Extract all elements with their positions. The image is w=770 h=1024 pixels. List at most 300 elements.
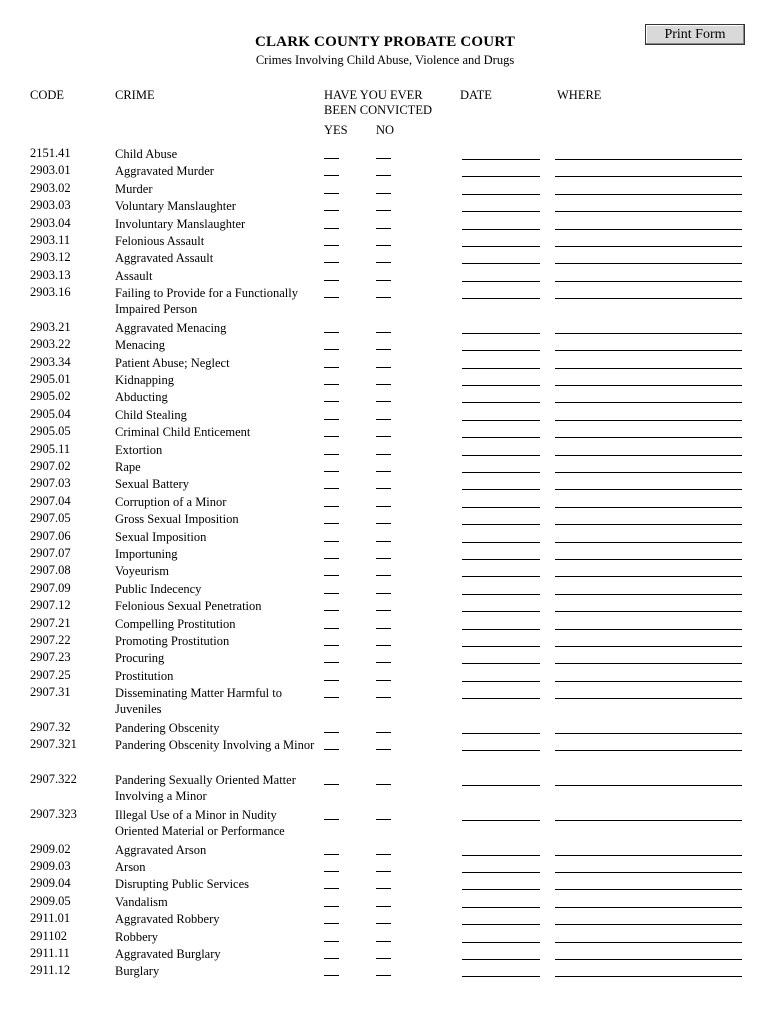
code-column-header: CODE xyxy=(30,88,65,102)
crime-name: Abducting xyxy=(115,390,168,405)
crime-name: Aggravated Assault xyxy=(115,251,214,266)
yes-answer-field[interactable] xyxy=(324,871,339,872)
where-field[interactable] xyxy=(555,420,742,421)
where-field[interactable] xyxy=(555,194,742,195)
crime-row xyxy=(0,649,770,666)
yes-answer-field[interactable] xyxy=(324,732,339,733)
no-answer-field[interactable] xyxy=(376,941,391,942)
where-field[interactable] xyxy=(555,455,742,456)
crime-code: 2907.06 xyxy=(30,528,71,543)
where-field[interactable] xyxy=(555,507,742,508)
crime-name: Vandalism xyxy=(115,894,168,909)
yes-answer-field[interactable] xyxy=(324,819,339,820)
crime-row xyxy=(0,232,770,249)
crime-code: 2907.08 xyxy=(30,563,71,578)
yes-answer-field[interactable] xyxy=(324,593,339,594)
no-answer-field[interactable] xyxy=(376,349,391,350)
no-answer-field[interactable] xyxy=(376,454,391,455)
yes-answer-field[interactable] xyxy=(324,558,339,559)
crime-row xyxy=(0,684,770,719)
yes-answer-field[interactable] xyxy=(324,332,339,333)
date-field[interactable] xyxy=(462,959,540,960)
crime-name: Aggravated Murder xyxy=(115,164,214,179)
date-field[interactable] xyxy=(462,472,540,473)
crime-code: 2903.22 xyxy=(30,337,71,352)
crime-code: 2911.12 xyxy=(30,963,71,978)
yes-column-header: YES xyxy=(324,123,348,137)
where-field[interactable] xyxy=(555,246,742,247)
crime-name: Felonious Sexual Penetration xyxy=(115,599,262,614)
no-answer-field[interactable] xyxy=(376,732,391,733)
date-field[interactable] xyxy=(462,281,540,282)
date-field[interactable] xyxy=(462,159,540,160)
where-field[interactable] xyxy=(555,176,742,177)
yes-answer-field[interactable] xyxy=(324,628,339,629)
where-field[interactable] xyxy=(555,785,742,786)
date-field[interactable] xyxy=(462,681,540,682)
date-field[interactable] xyxy=(462,176,540,177)
crime-code: 2903.02 xyxy=(30,180,71,195)
where-field[interactable] xyxy=(555,855,742,856)
date-field[interactable] xyxy=(462,872,540,873)
where-field[interactable] xyxy=(555,576,742,577)
no-answer-field[interactable] xyxy=(376,906,391,907)
no-answer-field[interactable] xyxy=(376,488,391,489)
where-field[interactable] xyxy=(555,646,742,647)
page-subtitle: Crimes Involving Child Abuse, Violence and Drugs xyxy=(255,53,515,67)
yes-answer-field[interactable] xyxy=(324,245,339,246)
crime-code: 2907.32 xyxy=(30,719,71,734)
crime-row xyxy=(0,615,770,632)
crime-code: 2907.23 xyxy=(30,650,71,665)
print-form-button[interactable]: Print Form xyxy=(645,24,745,45)
crime-name: Pandering Obscenity Involving a Minor xyxy=(115,738,315,753)
no-answer-field[interactable] xyxy=(376,471,391,472)
yes-answer-field[interactable] xyxy=(324,262,339,263)
no-answer-field[interactable] xyxy=(376,210,391,211)
crime-name: Burglary xyxy=(115,964,160,979)
date-field[interactable] xyxy=(462,698,540,699)
convicted-header-line1: HAVE YOU EVER xyxy=(324,88,423,102)
yes-answer-field[interactable] xyxy=(324,349,339,350)
crime-code: 2151.41 xyxy=(30,146,71,160)
crime-code: 2909.02 xyxy=(30,841,71,856)
crime-name: Arson xyxy=(115,860,146,875)
date-field[interactable] xyxy=(462,750,540,751)
crime-code: 2907.09 xyxy=(30,580,71,595)
where-field[interactable] xyxy=(555,733,742,734)
no-answer-field[interactable] xyxy=(376,367,391,368)
yes-answer-field[interactable] xyxy=(324,923,339,924)
crime-code: 291102 xyxy=(30,928,68,943)
crime-code: 2907.323 xyxy=(30,806,77,821)
where-field[interactable] xyxy=(555,907,742,908)
crime-name: Child Abuse xyxy=(115,147,178,161)
where-field[interactable] xyxy=(555,681,742,682)
crime-code: 2907.07 xyxy=(30,546,71,560)
crime-name: Corruption of a Minor xyxy=(115,494,227,509)
crime-name: Pandering Sexually Oriented Matter Involving a Minor xyxy=(115,773,296,804)
crime-code: 2903.21 xyxy=(30,319,71,334)
crime-name: Failing to Provide for a Functionally Impaired Person xyxy=(115,286,298,317)
crime-row xyxy=(0,875,770,892)
yes-answer-field[interactable] xyxy=(324,523,339,524)
crime-row xyxy=(0,806,770,841)
no-answer-field[interactable] xyxy=(376,923,391,924)
crime-column-header: CRIME xyxy=(115,88,155,102)
where-field[interactable] xyxy=(555,368,742,369)
date-field[interactable] xyxy=(462,733,540,734)
no-column-header: NO xyxy=(376,123,395,137)
where-field[interactable] xyxy=(555,611,742,612)
crime-code: 2907.04 xyxy=(30,493,71,508)
date-field[interactable] xyxy=(462,594,540,595)
where-field[interactable] xyxy=(555,663,742,664)
yes-answer-field[interactable] xyxy=(324,488,339,489)
yes-answer-field[interactable] xyxy=(324,906,339,907)
date-field[interactable] xyxy=(462,489,540,490)
where-column-header: WHERE xyxy=(557,88,602,102)
where-field[interactable] xyxy=(555,437,742,438)
yes-answer-field[interactable] xyxy=(324,228,339,229)
date-field[interactable] xyxy=(462,246,540,247)
where-field[interactable] xyxy=(555,211,742,212)
crime-code: 2907.03 xyxy=(30,476,71,491)
no-answer-field[interactable] xyxy=(376,401,391,402)
crime-name: Felonious Assault xyxy=(115,233,205,248)
crime-name: Aggravated Burglary xyxy=(115,947,221,962)
date-field[interactable] xyxy=(462,298,540,299)
date-field[interactable] xyxy=(462,611,540,612)
crime-code: 2911.01 xyxy=(30,911,71,926)
no-answer-field[interactable] xyxy=(376,332,391,333)
crime-code: 2905.04 xyxy=(30,406,71,421)
crime-row xyxy=(0,580,770,597)
crime-name: Menacing xyxy=(115,338,165,353)
crime-name: Voyeurism xyxy=(115,564,169,579)
yes-answer-field[interactable] xyxy=(324,471,339,472)
crime-row xyxy=(0,197,770,214)
crime-row xyxy=(0,162,770,179)
where-field[interactable] xyxy=(555,976,742,977)
yes-answer-field[interactable] xyxy=(324,941,339,942)
where-field[interactable] xyxy=(555,629,742,630)
yes-answer-field[interactable] xyxy=(324,158,339,159)
crime-name: Criminal Child Enticement xyxy=(115,425,251,440)
crime-row xyxy=(0,858,770,875)
no-answer-field[interactable] xyxy=(376,541,391,542)
crime-code: 2903.34 xyxy=(30,354,71,369)
crime-row xyxy=(0,336,770,353)
no-answer-field[interactable] xyxy=(376,749,391,750)
yes-answer-field[interactable] xyxy=(324,662,339,663)
crime-row xyxy=(0,319,770,336)
where-field[interactable] xyxy=(555,333,742,334)
crime-row xyxy=(0,597,770,614)
no-answer-field[interactable] xyxy=(376,297,391,298)
crime-row xyxy=(0,354,770,371)
yes-answer-field[interactable] xyxy=(324,175,339,176)
yes-answer-field[interactable] xyxy=(324,280,339,281)
crime-name: Sexual Imposition xyxy=(115,529,207,544)
yes-answer-field[interactable] xyxy=(324,697,339,698)
crime-code: 2909.05 xyxy=(30,893,71,908)
crime-code: 2907.21 xyxy=(30,615,71,630)
where-field[interactable] xyxy=(555,263,742,264)
yes-answer-field[interactable] xyxy=(324,854,339,855)
crime-code: 2907.05 xyxy=(30,511,71,526)
date-field[interactable] xyxy=(462,229,540,230)
no-answer-field[interactable] xyxy=(376,854,391,855)
where-field[interactable] xyxy=(555,872,742,873)
yes-answer-field[interactable] xyxy=(324,210,339,211)
crime-code: 2903.03 xyxy=(30,198,71,213)
where-field[interactable] xyxy=(555,159,742,160)
yes-answer-field[interactable] xyxy=(324,367,339,368)
no-answer-field[interactable] xyxy=(376,280,391,281)
where-field[interactable] xyxy=(555,750,742,751)
crime-code: 2903.16 xyxy=(30,285,71,300)
yes-answer-field[interactable] xyxy=(324,610,339,611)
crime-name: Disrupting Public Services xyxy=(115,877,250,892)
no-answer-field[interactable] xyxy=(376,888,391,889)
crime-row xyxy=(0,423,770,440)
where-field[interactable] xyxy=(555,350,742,351)
date-field[interactable] xyxy=(462,576,540,577)
where-field[interactable] xyxy=(555,889,742,890)
where-field[interactable] xyxy=(555,594,742,595)
no-answer-field[interactable] xyxy=(376,262,391,263)
yes-answer-field[interactable] xyxy=(324,506,339,507)
no-answer-field[interactable] xyxy=(376,245,391,246)
crime-row xyxy=(0,441,770,458)
crime-name: Importuning xyxy=(115,547,178,561)
crime-name: Rape xyxy=(115,460,141,475)
crime-row xyxy=(0,267,770,284)
crime-row xyxy=(0,945,770,962)
yes-answer-field[interactable] xyxy=(324,401,339,402)
no-answer-field[interactable] xyxy=(376,871,391,872)
no-answer-field[interactable] xyxy=(376,975,391,976)
date-field[interactable] xyxy=(462,542,540,543)
crime-row xyxy=(0,458,770,475)
crime-name: Patient Abuse; Neglect xyxy=(115,355,230,370)
no-answer-field[interactable] xyxy=(376,680,391,681)
no-answer-field[interactable] xyxy=(376,575,391,576)
yes-answer-field[interactable] xyxy=(324,193,339,194)
crime-row xyxy=(0,215,770,232)
yes-answer-field[interactable] xyxy=(324,645,339,646)
crime-name: Gross Sexual Imposition xyxy=(115,512,239,527)
date-field[interactable] xyxy=(462,507,540,508)
no-answer-field[interactable] xyxy=(376,697,391,698)
date-column-header: DATE xyxy=(460,88,492,102)
crime-name: Aggravated Robbery xyxy=(115,912,220,927)
crime-row xyxy=(0,632,770,649)
yes-answer-field[interactable] xyxy=(324,888,339,889)
crime-row xyxy=(0,493,770,510)
no-answer-field[interactable] xyxy=(376,558,391,559)
where-field[interactable] xyxy=(555,402,742,403)
yes-answer-field[interactable] xyxy=(324,680,339,681)
crime-name: Involuntary Manslaughter xyxy=(115,216,246,231)
crime-name: Disseminating Matter Harmful to Juveniles xyxy=(115,686,282,717)
crime-code: 2907.12 xyxy=(30,598,71,613)
where-field[interactable] xyxy=(555,942,742,943)
crime-row xyxy=(0,928,770,945)
date-field[interactable] xyxy=(462,350,540,351)
no-answer-field[interactable] xyxy=(376,228,391,229)
where-field[interactable] xyxy=(555,281,742,282)
crime-code: 2903.01 xyxy=(30,163,71,178)
yes-answer-field[interactable] xyxy=(324,384,339,385)
crime-row xyxy=(0,249,770,266)
crime-name: Extortion xyxy=(115,442,163,457)
crime-code: 2911.11 xyxy=(30,946,70,961)
crime-name: Public Indecency xyxy=(115,581,202,596)
yes-answer-field[interactable] xyxy=(324,419,339,420)
crime-row xyxy=(0,371,770,388)
date-field[interactable] xyxy=(462,420,540,421)
no-answer-field[interactable] xyxy=(376,419,391,420)
yes-answer-field[interactable] xyxy=(324,575,339,576)
where-field[interactable] xyxy=(555,385,742,386)
crime-row xyxy=(0,893,770,910)
crime-code: 2907.31 xyxy=(30,685,71,700)
crime-code: 2905.01 xyxy=(30,372,71,387)
where-field[interactable] xyxy=(555,698,742,699)
crime-row xyxy=(0,180,770,197)
convicted-header-line2: BEEN CONVICTED xyxy=(324,103,432,117)
date-field[interactable] xyxy=(462,976,540,977)
crime-row xyxy=(0,910,770,927)
no-answer-field[interactable] xyxy=(376,384,391,385)
date-field[interactable] xyxy=(462,924,540,925)
crime-name: Procuring xyxy=(115,651,165,666)
no-answer-field[interactable] xyxy=(376,593,391,594)
yes-answer-field[interactable] xyxy=(324,975,339,976)
where-field[interactable] xyxy=(555,924,742,925)
where-field[interactable] xyxy=(555,489,742,490)
date-field[interactable] xyxy=(462,455,540,456)
crime-name: Promoting Prostitution xyxy=(115,633,230,648)
where-field[interactable] xyxy=(555,559,742,560)
where-field[interactable] xyxy=(555,820,742,821)
crime-code: 2907.22 xyxy=(30,632,71,647)
crime-name: Child Stealing xyxy=(115,407,187,422)
no-answer-field[interactable] xyxy=(376,819,391,820)
no-answer-field[interactable] xyxy=(376,958,391,959)
crimes-list xyxy=(0,145,770,980)
yes-answer-field[interactable] xyxy=(324,749,339,750)
no-answer-field[interactable] xyxy=(376,662,391,663)
date-field[interactable] xyxy=(462,263,540,264)
crime-name: Pandering Obscenity xyxy=(115,720,220,735)
yes-answer-field[interactable] xyxy=(324,958,339,959)
date-field[interactable] xyxy=(462,889,540,890)
no-answer-field[interactable] xyxy=(376,506,391,507)
crime-code: 2905.02 xyxy=(30,389,71,404)
crime-code: 2903.04 xyxy=(30,215,71,230)
date-field[interactable] xyxy=(462,646,540,647)
no-answer-field[interactable] xyxy=(376,628,391,629)
no-answer-field[interactable] xyxy=(376,158,391,159)
crime-code: 2909.04 xyxy=(30,876,71,891)
crime-name: Prostitution xyxy=(115,668,174,683)
crime-code: 2903.12 xyxy=(30,250,71,265)
no-answer-field[interactable] xyxy=(376,175,391,176)
crime-row xyxy=(0,388,770,405)
crime-row xyxy=(0,736,770,771)
crime-name: Aggravated Menacing xyxy=(115,320,227,335)
where-field[interactable] xyxy=(555,959,742,960)
date-field[interactable] xyxy=(462,855,540,856)
date-field[interactable] xyxy=(462,559,540,560)
crime-row xyxy=(0,528,770,545)
no-answer-field[interactable] xyxy=(376,610,391,611)
crime-code: 2905.05 xyxy=(30,424,71,439)
yes-answer-field[interactable] xyxy=(324,784,339,785)
crime-row xyxy=(0,562,770,579)
crime-row xyxy=(0,475,770,492)
where-field[interactable] xyxy=(555,472,742,473)
crime-name: Illegal Use of a Minor in Nudity Oriented Material or Performance xyxy=(115,807,285,838)
date-field[interactable] xyxy=(462,907,540,908)
date-field[interactable] xyxy=(462,942,540,943)
date-field[interactable] xyxy=(462,785,540,786)
where-field[interactable] xyxy=(555,298,742,299)
date-field[interactable] xyxy=(462,629,540,630)
date-field[interactable] xyxy=(462,437,540,438)
no-answer-field[interactable] xyxy=(376,436,391,437)
no-answer-field[interactable] xyxy=(376,784,391,785)
date-field[interactable] xyxy=(462,368,540,369)
where-field[interactable] xyxy=(555,524,742,525)
where-field[interactable] xyxy=(555,229,742,230)
date-field[interactable] xyxy=(462,402,540,403)
crime-row xyxy=(0,545,770,562)
date-field[interactable] xyxy=(462,211,540,212)
date-field[interactable] xyxy=(462,194,540,195)
crime-code: 2903.11 xyxy=(30,232,71,247)
yes-answer-field[interactable] xyxy=(324,436,339,437)
date-field[interactable] xyxy=(462,663,540,664)
date-field[interactable] xyxy=(462,820,540,821)
crime-code: 2903.13 xyxy=(30,267,71,282)
crime-name: Kidnapping xyxy=(115,373,175,388)
crime-code: 2907.321 xyxy=(30,737,77,752)
where-field[interactable] xyxy=(555,542,742,543)
crime-name: Voluntary Manslaughter xyxy=(115,199,236,214)
date-field[interactable] xyxy=(462,524,540,525)
crime-code: 2907.25 xyxy=(30,667,71,682)
date-field[interactable] xyxy=(462,385,540,386)
crime-row xyxy=(0,145,770,162)
no-answer-field[interactable] xyxy=(376,645,391,646)
crime-name: Aggravated Arson xyxy=(115,842,207,857)
crime-code: 2905.11 xyxy=(30,441,71,456)
yes-answer-field[interactable] xyxy=(324,297,339,298)
crime-row xyxy=(0,284,770,319)
crime-row xyxy=(0,667,770,684)
date-field[interactable] xyxy=(462,333,540,334)
crime-name: Robbery xyxy=(115,929,159,944)
yes-answer-field[interactable] xyxy=(324,454,339,455)
yes-answer-field[interactable] xyxy=(324,541,339,542)
no-answer-field[interactable] xyxy=(376,523,391,524)
no-answer-field[interactable] xyxy=(376,193,391,194)
crime-code: 2907.322 xyxy=(30,772,77,787)
